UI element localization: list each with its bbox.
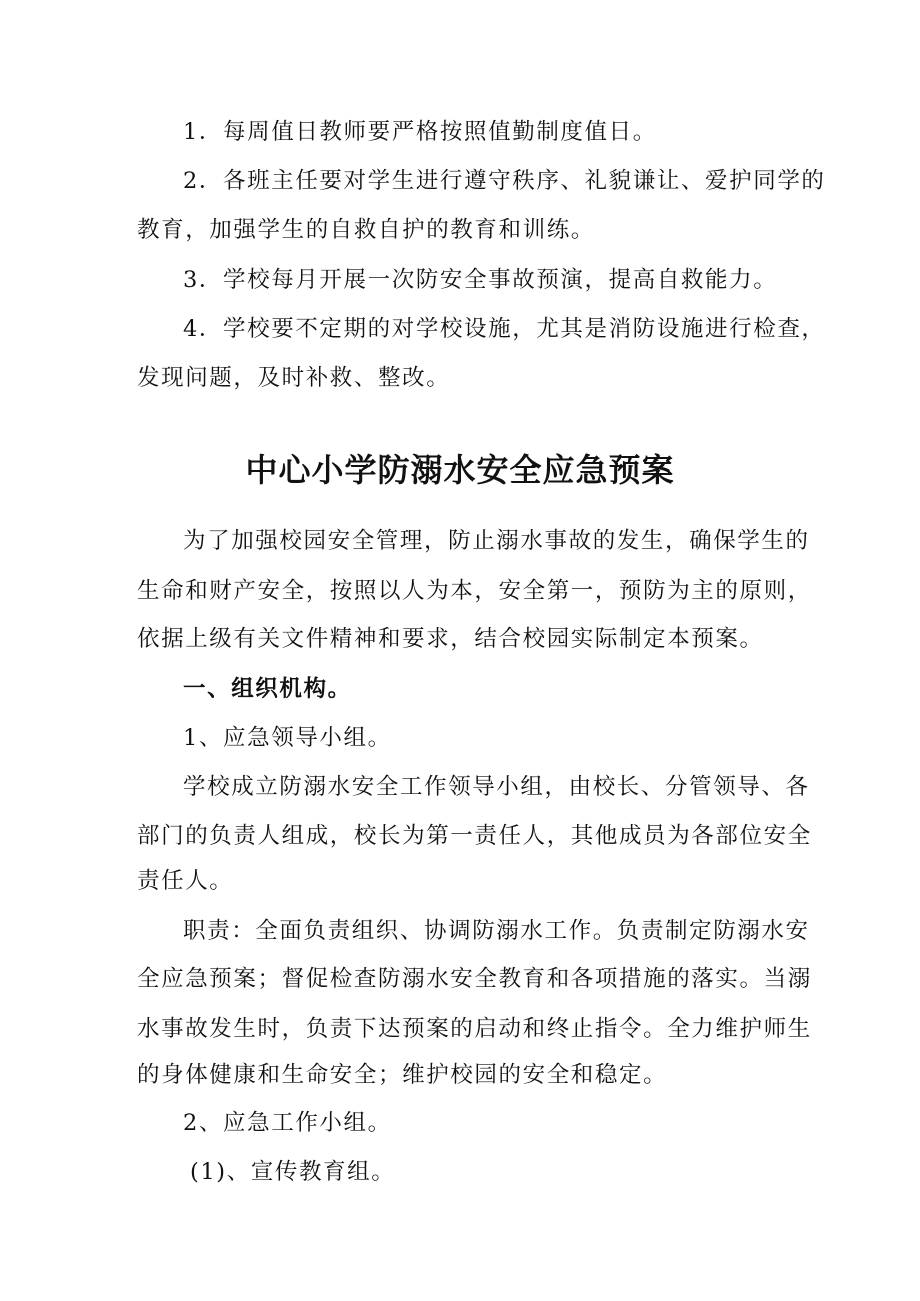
paragraph-line: 3．学校每月开展一次防安全事故预演，提高自救能力。 xyxy=(183,267,778,293)
section-heading: 一、组织机构。 xyxy=(183,676,352,702)
paragraph-line: 的身体健康和生命安全；维护校园的安全和稳定。 xyxy=(137,1062,668,1088)
paragraph-line: 全应急预案；督促检查防溺水安全教育和各项措施的落实。当溺 xyxy=(137,966,812,992)
paragraph-line: 为了加强校园安全管理，防止溺水事故的发生，确保学生的 xyxy=(183,528,810,554)
paragraph-line: 责任人。 xyxy=(137,868,234,894)
paragraph-line: 4．学校要不定期的对学校设施，尤其是消防设施进行检查， xyxy=(183,316,826,342)
document-title: 中心小学防溺水安全应急预案 xyxy=(245,451,675,489)
paragraph-line: 发现问题，及时补救、整改。 xyxy=(137,365,451,391)
subsection-heading: 1、应急领导小组。 xyxy=(183,725,392,751)
paragraph-line: 1．每周值日教师要严格按照值勤制度值日。 xyxy=(183,119,657,145)
subsection-item: (1)、宣传教育组。 xyxy=(190,1159,396,1185)
paragraph-line: 部门的负责人组成，校长为第一责任人，其他成员为各部位安全 xyxy=(137,823,812,849)
paragraph-line: 2．各班主任要对学生进行遵守秩序、礼貌谦让、爱护同学的 xyxy=(183,168,826,194)
paragraph-line: 生命和财产安全，按照以人为本，安全第一，预防为主的原则， xyxy=(137,578,812,604)
paragraph-line: 依据上级有关文件精神和要求，结合校园实际制定本预案。 xyxy=(137,626,764,652)
paragraph-line: 职责：全面负责组织、协调防溺水工作。负责制定防溺水安 xyxy=(183,918,810,944)
paragraph-line: 水事故发生时，负责下达预案的启动和终止指令。全力维护师生 xyxy=(137,1016,812,1042)
paragraph-line: 教育，加强学生的自救自护的教育和训练。 xyxy=(137,217,595,243)
paragraph-line: 学校成立防溺水安全工作领导小组，由校长、分管领导、各 xyxy=(183,774,810,800)
subsection-heading: 2、应急工作小组。 xyxy=(183,1110,392,1136)
